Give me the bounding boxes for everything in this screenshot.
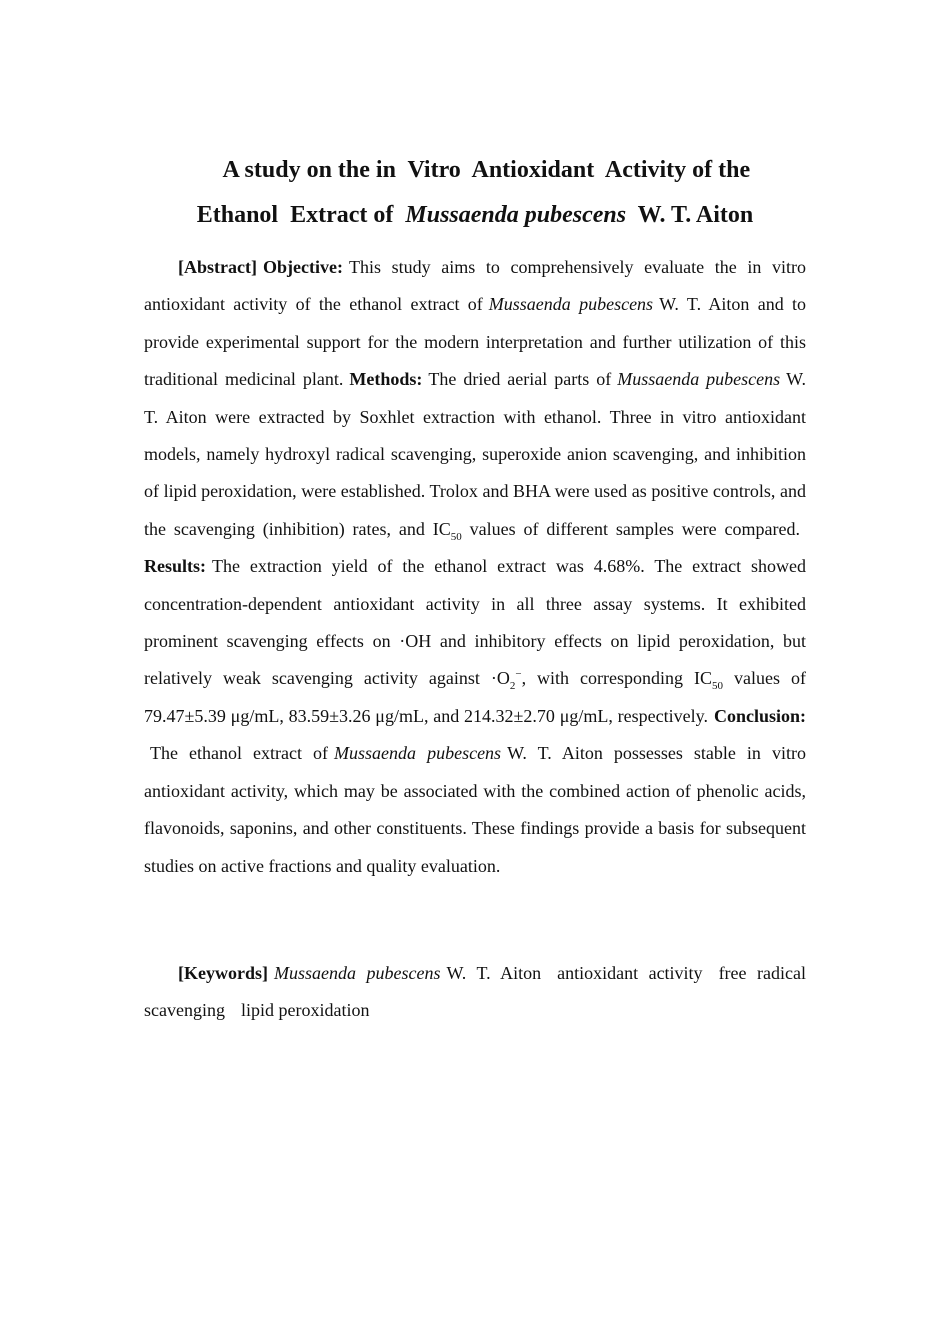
- keyword-species-name: Mussaenda pubescens: [273, 963, 441, 983]
- o2-superscript: −: [515, 668, 522, 681]
- methods-label: Methods:: [349, 369, 423, 390]
- title-text: A study on the in Vitro Antioxidant Activity of the: [222, 157, 751, 183]
- title-species-name: Mussaenda pubescens: [405, 202, 627, 228]
- methods-text: W. T. Aiton were extracted by Soxhlet extraction with ethanol. Three in vitro antioxidant models, namely hydroxyl radical scavenging, superoxide anion scavenging, and inhibition of lipid peroxidation, were established. Trolox and BHA were used as positive controls, and the scavenging (inhibition) rates, and IC: [144, 369, 806, 539]
- objective-label: Objective:: [262, 257, 343, 277]
- ic-subscript: 50: [712, 680, 724, 693]
- conclusion-text: W. T. Aiton possesses stable in vitro antioxidant activity, which may be associated with the combined action of phenolic acids, flavonoids, saponins, and other constituents. These findings provide a basis for subsequent studies on active fractions and quality evaluation.: [144, 743, 806, 876]
- species-name: Mussaenda pubescens: [617, 369, 781, 390]
- species-name: Mussaenda pubescens: [334, 743, 502, 764]
- methods-text: The dried aerial parts of: [428, 369, 612, 390]
- species-name: Mussaenda pubescens: [488, 294, 654, 315]
- o2-subscript: 2: [509, 680, 516, 693]
- keyword-1: W. T. Aiton: [446, 963, 542, 983]
- results-text: values of 79.47±5.39 μg/mL, 83.59±3.26 μg/mL, and 214.32±2.70 μg/mL, respectively.: [144, 668, 806, 726]
- abstract-label: [Abstract]: [178, 257, 257, 277]
- title-text: Ethanol Extract of: [196, 202, 406, 228]
- keyword-4: lipid peroxidation: [240, 1000, 370, 1021]
- paper-title-line-2: [144, 200, 806, 230]
- keyword-2: antioxidant activity: [557, 963, 703, 983]
- objective-text: W. T. Aiton and to provide experimental support for the modern interpretation and further utilization of this traditional medicinal plant.: [144, 294, 807, 390]
- methods-text: values of different samples were compared.: [461, 518, 800, 539]
- results-text: The extraction yield of the ethanol extract was 4.68%. The extract showed concentration-dependent antioxidant activity in all three assay systems. It exhibited prominent scavenging effects on ·OH and inhibitory effects on lipid peroxidation, but relatively weak scavenging activity against ·O: [144, 556, 806, 689]
- results-text: , with corresponding IC: [521, 668, 713, 689]
- title-text: W. T. Aiton: [626, 202, 754, 228]
- ic-subscript: 50: [450, 530, 462, 543]
- results-label: Results:: [144, 556, 206, 577]
- keyword-3: free radical scavenging: [144, 963, 806, 1021]
- abstract-paragraph: [144, 249, 806, 885]
- conclusion-label: Conclusion:: [713, 705, 806, 726]
- keywords-paragraph: [144, 955, 806, 1030]
- conclusion-text: The ethanol extract of: [150, 743, 329, 764]
- objective-text: This study aims to comprehensively evaluate the in vitro antioxidant activity of the ethanol extract of: [144, 257, 806, 315]
- keywords-label: [Keywords]: [178, 963, 268, 983]
